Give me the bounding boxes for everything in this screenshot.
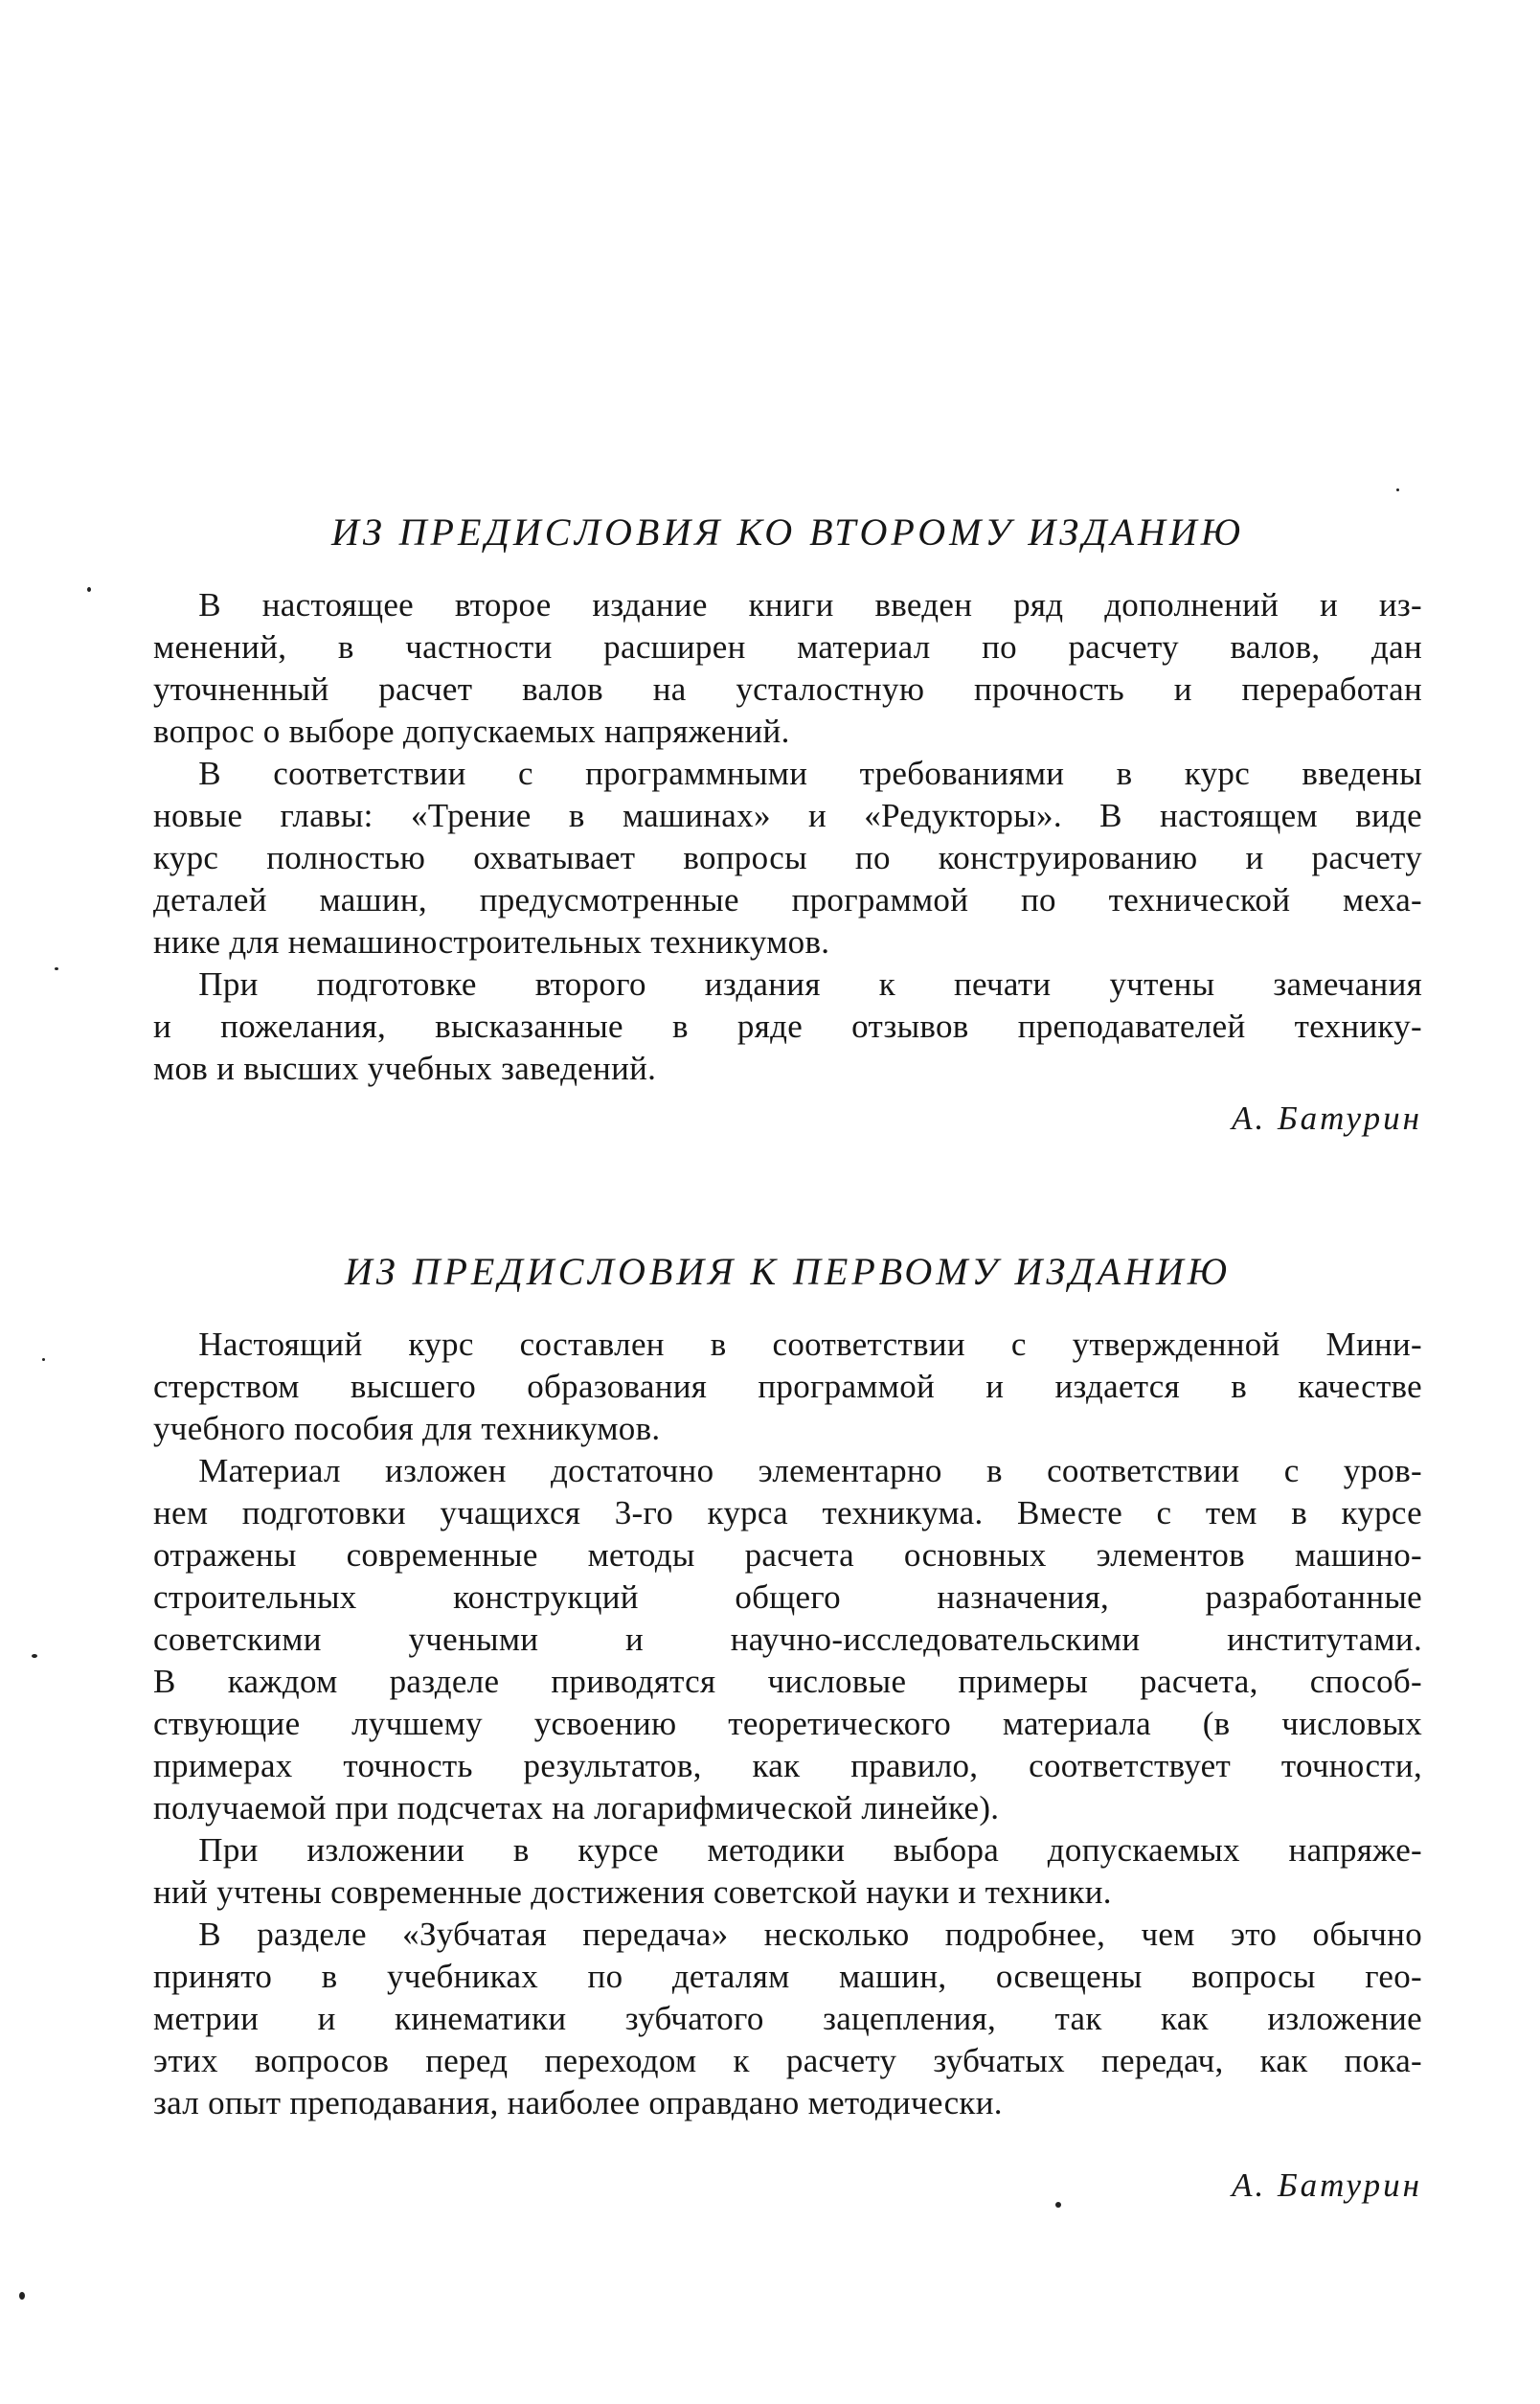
text-line: уточненный расчет валов на усталостную прочность и переработан (153, 670, 1422, 708)
author-signature: А. Батурин (1232, 1100, 1422, 1137)
text-line: нике для немашиностроительных техникумов. (153, 923, 830, 961)
paragraph (153, 1324, 1422, 1450)
scan-speck (19, 2292, 25, 2300)
preface-first-edition (153, 1245, 1422, 2207)
text-line: советскими учеными и научно-исследовательскими институтами. (153, 1621, 1422, 1658)
scan-speck (55, 967, 58, 970)
text-line: учебного пособия для техникумов. (153, 1410, 661, 1447)
text-line: мов и высших учебных заведений. (153, 1050, 657, 1087)
paragraph (153, 1914, 1422, 2124)
author-signature: А. Батурин (1232, 2166, 1422, 2204)
text-line: При изложении в курсе методики выбора допускаемых напряже- (198, 1831, 1422, 1869)
text-line: стерством высшего образования программой и издается в качестве (153, 1368, 1422, 1405)
text-line: В настоящее второе издание книги введен ряд дополнений и из- (198, 586, 1422, 624)
text-line: менений, в частности расширен материал по расчету валов, дан (153, 628, 1422, 666)
scan-speck (87, 587, 91, 592)
text-line: Материал изложен достаточно элементарно в соответствии с уров- (198, 1452, 1422, 1489)
paragraph (153, 964, 1422, 1090)
preface-body (153, 1324, 1422, 2124)
text-line: ствующие лучшему усвоению теоретического материала (в числовых (153, 1705, 1422, 1742)
text-line: деталей машин, предусмотренные программой по технической меха- (153, 881, 1422, 919)
scan-speck (1055, 2202, 1061, 2208)
paragraph (153, 584, 1422, 753)
text-line: нем подготовки учащихся 3-го курса техникума. Вместе с тем в курсе (153, 1494, 1422, 1531)
preface-body (153, 584, 1422, 1090)
paragraph (153, 1829, 1422, 1914)
text-line: вопрос о выборе допускаемых напряжений. (153, 713, 790, 750)
text-line: метрии и кинематики зубчатого зацепления, так как изложение (153, 2000, 1422, 2037)
preface-second-edition (153, 506, 1422, 1140)
paragraph (153, 753, 1422, 964)
text-line: этих вопросов перед переходом к расчету зубчатых передач, как пока- (153, 2042, 1422, 2079)
text-line: В соответствии с программными требованиями в курс введены (198, 755, 1422, 792)
scan-speck (42, 1358, 45, 1361)
text-line: принято в учебниках по деталям машин, освещены вопросы гео- (153, 1958, 1422, 1995)
text-line: В каждом разделе приводятся числовые примеры расчета, способ- (153, 1663, 1422, 1700)
text-line: и пожелания, высказанные в ряде отзывов преподавателей технику- (153, 1008, 1422, 1045)
scan-speck (32, 1654, 37, 1658)
text-line: Настоящий курс составлен в соответствии с утвержденной Мини- (198, 1326, 1422, 1363)
text-line: курс полностью охватывает вопросы по конструированию и расчету (153, 839, 1422, 876)
text-line: зал опыт преподавания, наиболее оправдано методически. (153, 2084, 1003, 2121)
text-line: получаемой при подсчетах на логарифмической линейке). (153, 1789, 1000, 1826)
text-line: ний учтены современные достижения советской науки и техники. (153, 1873, 1112, 1911)
text-line: отражены современные методы расчета основных элементов машино- (153, 1536, 1422, 1574)
text-line: При подготовке второго издания к печати учтены замечания (198, 965, 1422, 1003)
section-heading: ИЗ ПРЕДИСЛОВИЯ К ПЕРВОМУ ИЗДАНИЮ (344, 1250, 1232, 1293)
scan-speck (1396, 488, 1399, 491)
section-heading: ИЗ ПРЕДИСЛОВИЯ КО ВТОРОМУ ИЗДАНИЮ (330, 510, 1245, 554)
paragraph (153, 1450, 1422, 1829)
text-line: новые главы: «Трение в машинах» и «Редукторы». В настоящем виде (153, 797, 1422, 834)
text-line: примерах точность результатов, как правило, соответствует точности, (153, 1747, 1422, 1784)
text-line: В разделе «Зубчатая передача» несколько подробнее, чем это обычно (198, 1916, 1422, 1953)
text-line: строительных конструкций общего назначения, разработанные (153, 1578, 1422, 1616)
